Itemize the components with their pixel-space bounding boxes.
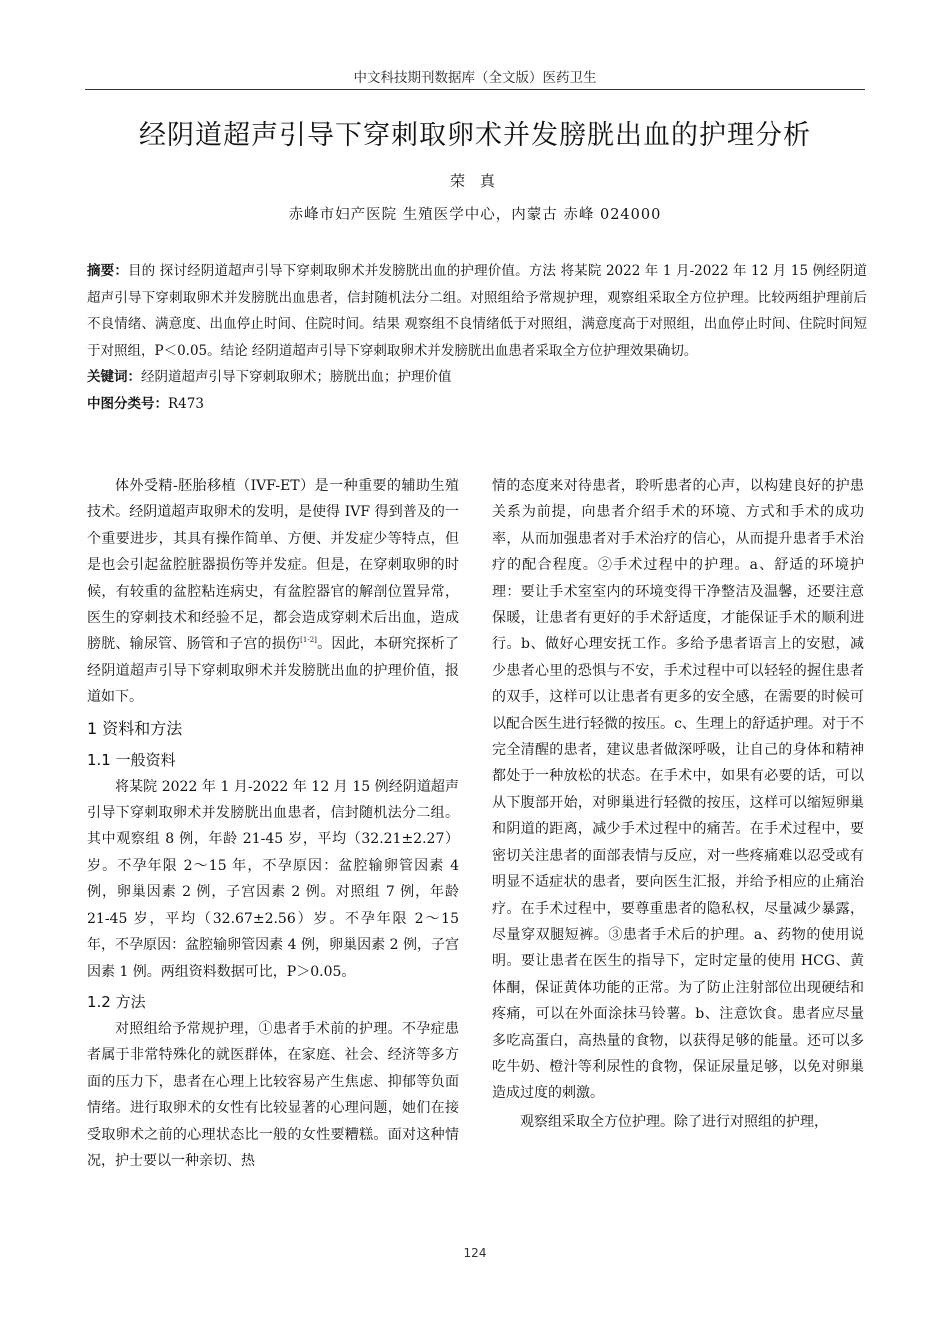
header-rule bbox=[85, 89, 865, 90]
classification-text: R473 bbox=[168, 395, 204, 412]
article-title: 经阴道超声引导下穿刺取卵术并发膀胱出血的护理分析 bbox=[139, 120, 811, 151]
right-column bbox=[492, 473, 864, 1135]
journal-header: 中文科技期刊数据库（全文版）医药卫生 bbox=[353, 70, 597, 86]
author: 荣 真 bbox=[450, 172, 500, 190]
abstract-block bbox=[87, 258, 867, 417]
citation-ref: [1-2] bbox=[300, 636, 317, 645]
paragraph-observation-group: 观察组采取全方位护理。除了进行对照组的护理， bbox=[520, 1113, 828, 1130]
paragraph-methods: 对照组给予常规护理，①患者手术前的护理。不孕症患者属于非常特殊化的就医群体，在家庭、社会、经济等多方面的压力下，患者在心理上比较容易产生焦虑、抑郁等负面情绪。进行取卵术的女性有比较显著的心理问题，她们在接受取卵术之前的心理状态比一般的女性要糟糕。面对这种情况，护士要以一种亲切、热 bbox=[87, 1020, 459, 1169]
page-number: 124 bbox=[463, 1246, 487, 1260]
paragraph-general-data: 将某院 2022 年 1 月-2022 年 12 月 15 例经阴道超声引导下穿刺取卵术并发膀胱出血患者，信封随机法分二组。其中观察组 8 例，年龄 21-45 岁，平均（32.21±2.27）岁。不孕年限 2～15 年，不孕原因：盆腔输卵管因素 4 例，卵巢因素 2 例，子宫因素 2 例。对照组 7 例，年龄 21-45 岁，平均（32.67±2.56）岁。不孕年限 2～15 年，不孕原因：盆腔输卵管因素 4 例，卵巢因素 2 例，子宫因素 1 例。两组资料数据可比，P＞0.05。 bbox=[87, 778, 459, 980]
paragraph-methods-continued: 情的态度来对待患者，聆听患者的心声，以构建良好的护患关系为前提，向患者介绍手术的环境、方式和手术的成功率，从而加强患者对手术治疗的信心，从而提升患者手术治疗的配合程度。②手术过程中的护理。a、舒适的环境护理：要让手术室室内的环境变得干净整洁及温馨，还要注意保暖，让患者有更好的手术舒适度，才能保证手术的顺利进行。b、做好心理安抚工作。多给予患者语言上的安慰，减少患者心里的恐惧与不安，手术过程中可以轻轻的握住患者的双手，这样可以让患者有更多的安全感，在需要的时候可以配合医生进行轻微的按压。c、生理上的舒适护理。对于不完全清醒的患者，建议患者做深呼吸，让自己的身体和精神都处于一种放松的状态。在手术中，如果有必要的话，可以从下腹部开始，对卵巢进行轻微的按压，这样可以缩短卵巢和阴道的距离，减少手术过程中的痛苦。在手术过程中，要密切关注患者的面部表情与反应，对一些疼痛难以忍受或有明显不适症状的患者，要向医生汇报，并给予相应的止痛治疗。在手术过程中，要尊重患者的隐私权，尽量减少暴露，尽量穿双腿短裤。③患者手术后的护理。a、药物的使用说明。要让患者在医生的指导下，定时定量的使用 HCG、黄体酮，保证黄体功能的正常。为了防止注射部位出现硬结和疼痛，可以在外面涂抹马铃薯。b、注意饮食。患者应尽量多吃高蛋白，高热量的食物，以获得足够的能量。还可以多吃牛奶、橙汁等利尿性的食物，保证尿量足够，以免对卵巢造成过度的刺激。 bbox=[492, 478, 864, 1102]
keywords-label: 关键词： bbox=[87, 369, 141, 385]
classification-label: 中图分类号： bbox=[87, 395, 168, 412]
left-column bbox=[87, 473, 459, 1174]
classification bbox=[87, 391, 867, 418]
intro-text-a: 体外受精-胚胎移植（IVF-ET）是一种重要的辅助生殖技术。经阴道超声取卵术的发明，是使得 IVF 得到普及的一个重要进步，其具有操作简单、方便、并发症少等特点，但是也会引起盆腔脏器损伤等并发症。但是，在穿刺取卵的时候，有较重的盆腔粘连病史，有盆腔器官的解剖位置异常，医生的穿刺技术和经验不足，都会造成穿刺术后出血，造成膀胱、输尿管、肠管和子宫的损伤 bbox=[87, 478, 459, 653]
abstract-label: 摘要： bbox=[87, 263, 128, 279]
section-heading-1-1: 1.1 一般资料 bbox=[87, 750, 176, 769]
keywords bbox=[87, 364, 867, 391]
section-heading-1: 1 资料和方法 bbox=[87, 718, 183, 738]
section-heading-1-2: 1.2 方法 bbox=[87, 992, 146, 1011]
abstract bbox=[87, 258, 867, 364]
abstract-text: 目的 探讨经阴道超声引导下穿刺取卵术并发膀胱出血的护理价值。方法 将某院 2022 年 1 月-2022 年 12 月 15 例经阴道超声引导下穿刺取卵术并发膀胱出血患者，信封随机法分二组。对照组给予常规护理，观察组采取全方位护理。比较两组护理前后不良情绪、满意度、出血停止时间、住院时间。结果 观察组不良情绪低于对照组，满意度高于对照组，出血停止时间、住院时间短于对照组，P＜0.05。结论 经阴道超声引导下穿刺取卵术并发膀胱出血患者采取全方位护理效果确切。 bbox=[87, 263, 867, 359]
intro-paragraph bbox=[87, 473, 459, 711]
intro-text-b: 。因此，本研究探析了经阴道超声引导下穿刺取卵术并发膀胱出血的护理价值，报道如下。 bbox=[87, 636, 460, 706]
affiliation: 赤峰市妇产医院 生殖医学中心，内蒙古 赤峰 024000 bbox=[288, 207, 662, 223]
keywords-text: 经阴道超声引导下穿刺取卵术；膀胱出血；护理价值 bbox=[141, 369, 452, 385]
